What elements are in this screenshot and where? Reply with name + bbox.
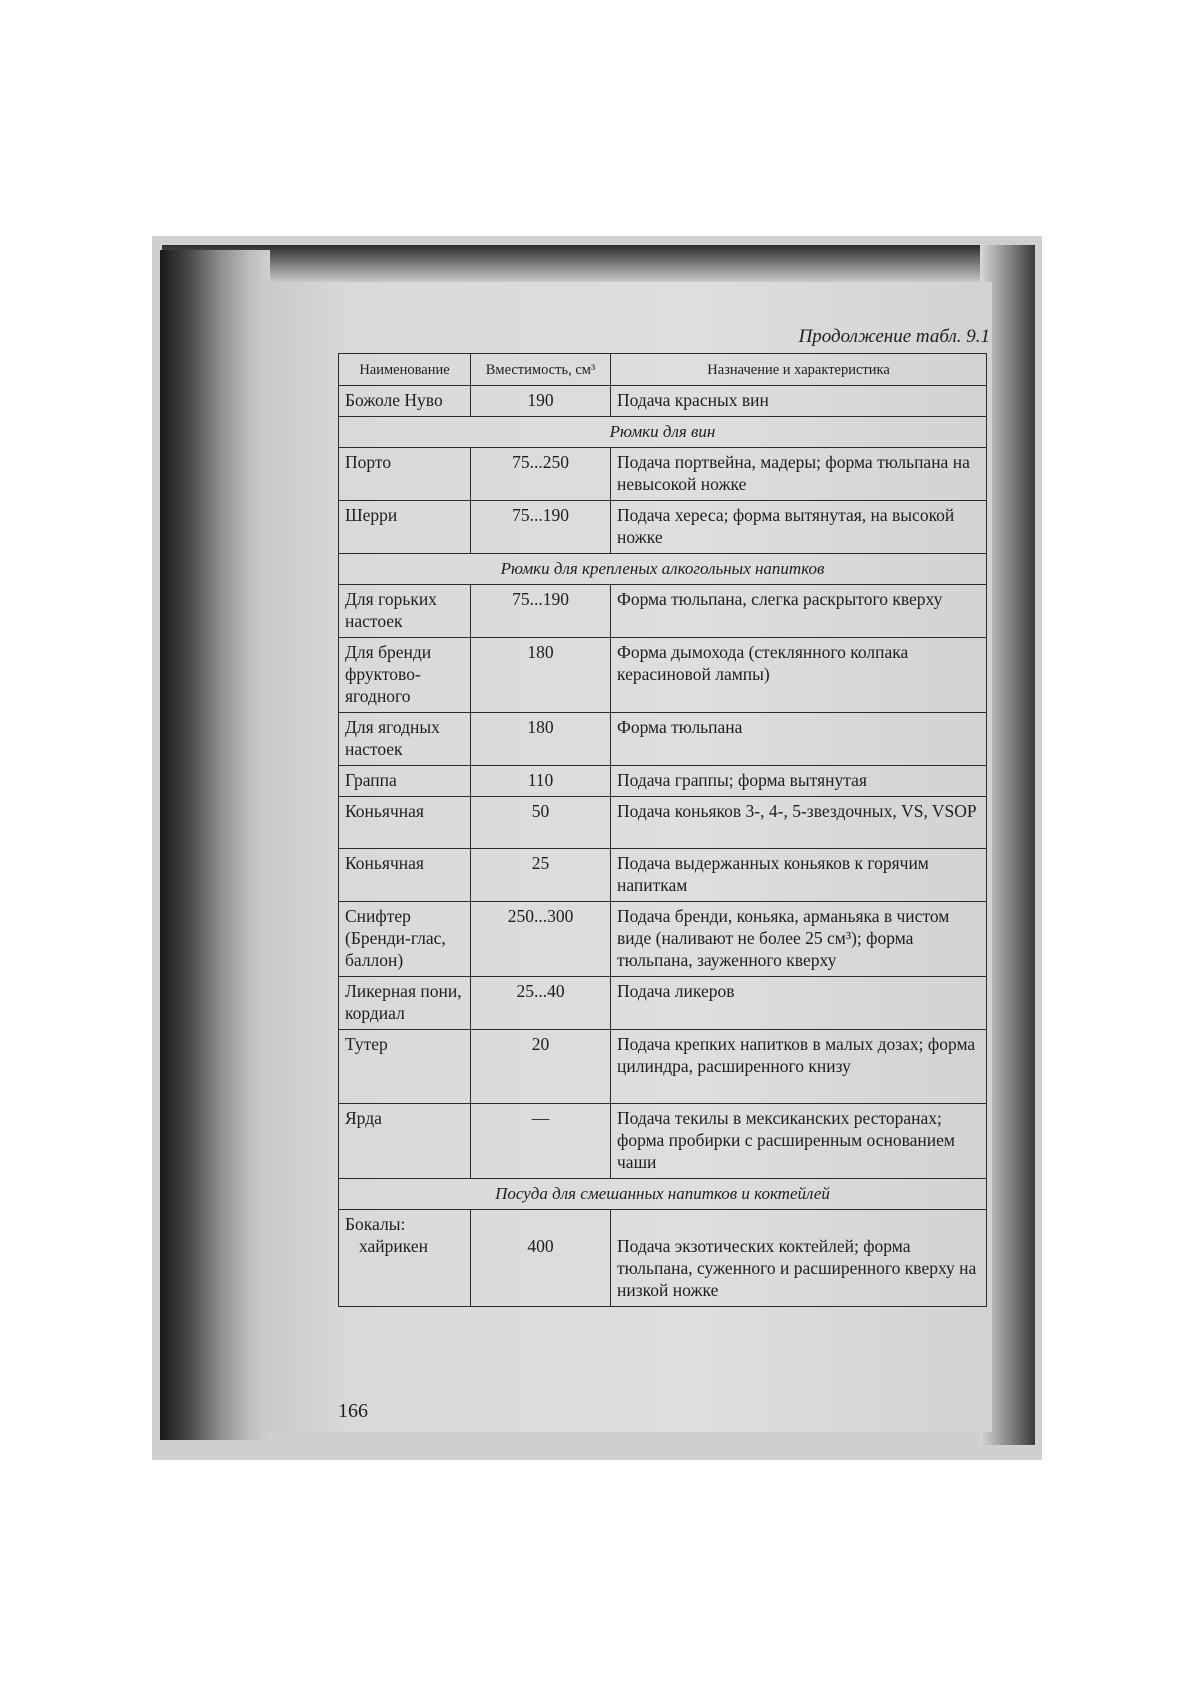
cell-name: Снифтер (Бренди-глас, баллон) — [339, 902, 471, 977]
cell-purpose: Подача красных вин — [611, 386, 987, 417]
table-row — [339, 1030, 987, 1104]
cell-capacity: 20 — [471, 1030, 611, 1104]
table-row — [339, 1210, 987, 1307]
cell-name: Коньячная — [339, 797, 471, 849]
cell-name: Ярда — [339, 1104, 471, 1179]
page-number: 166 — [338, 1400, 368, 1422]
cell-capacity: 75...190 — [471, 585, 611, 638]
cell-purpose: Подача бренди, коньяка, арманьяка в чистом виде (наливают не более 25 см³); форма тюльпана, зауженного кверху — [611, 902, 987, 977]
cell-purpose: Подача граппы; форма вытянутая — [611, 766, 987, 797]
cell-name: Для горьких настоек — [339, 585, 471, 638]
section-row — [339, 417, 987, 448]
table-row — [339, 849, 987, 902]
cell-capacity: 25...40 — [471, 977, 611, 1030]
section-title: Рюмки для крепленых алкогольных напитков — [339, 554, 987, 585]
cell-capacity: — — [471, 1104, 611, 1179]
cell-name-group: Бокалы: — [345, 1214, 406, 1234]
table-row — [339, 797, 987, 849]
cell-name: Коньячная — [339, 849, 471, 902]
cell-name-sub: хайрикен — [359, 1236, 428, 1256]
cell-capacity: 180 — [471, 713, 611, 766]
section-row — [339, 1179, 987, 1210]
table-row — [339, 713, 987, 766]
cell-name: Порто — [339, 448, 471, 501]
cell-purpose: Форма тюльпана — [611, 713, 987, 766]
cell-name: Ликерная пони, кордиал — [339, 977, 471, 1030]
cell-name: Для ягодных настоек — [339, 713, 471, 766]
table-row — [339, 638, 987, 713]
cell-name: Граппа — [339, 766, 471, 797]
table-row — [339, 386, 987, 417]
cell-capacity: 50 — [471, 797, 611, 849]
book-spine-shadow — [160, 250, 270, 1440]
table-row — [339, 501, 987, 554]
table-row — [339, 977, 987, 1030]
cell-purpose: Подача текилы в мексиканских ресторанах; форма пробирки с расширенным основанием чаши — [611, 1104, 987, 1179]
table-row — [339, 1104, 987, 1179]
table-header-row — [339, 354, 987, 386]
cell-capacity-value: 400 — [527, 1236, 554, 1256]
header-name: Наименование — [339, 354, 471, 386]
cell-name: Божоле Нуво — [339, 386, 471, 417]
cell-capacity: 75...250 — [471, 448, 611, 501]
header-purpose: Назначение и характеристика — [611, 354, 987, 386]
cell-purpose: Подача крепких напитков в малых дозах; форма цилиндра, расширенного книзу — [611, 1030, 987, 1104]
glassware-table — [338, 353, 987, 1307]
cell-purpose: Подача выдержанных коньяков к горячим напиткам — [611, 849, 987, 902]
cell-purpose: Подача хереса; форма вытянутая, на высокой ножке — [611, 501, 987, 554]
cell-purpose: Подача портвейна, мадеры; форма тюльпана на невысокой ножке — [611, 448, 987, 501]
table-row — [339, 448, 987, 501]
cell-purpose-text: Подача экзотических коктейлей; форма тюльпана, суженного и расширенного кверху на низкой ножке — [617, 1236, 977, 1300]
table-row — [339, 766, 987, 797]
scan-top-shadow — [162, 245, 1032, 285]
cell-capacity: 190 — [471, 386, 611, 417]
cell-purpose: Подача ликеров — [611, 977, 987, 1030]
cell-capacity — [471, 1210, 611, 1307]
cell-purpose: Форма тюльпана, слегка раскрытого кверху — [611, 585, 987, 638]
cell-purpose: Подача коньяков 3-, 4-, 5-звездочных, VS, VSOP — [611, 797, 987, 849]
cell-capacity: 25 — [471, 849, 611, 902]
cell-capacity: 250...300 — [471, 902, 611, 977]
header-capacity: Вместимость, см³ — [471, 354, 611, 386]
table-row — [339, 902, 987, 977]
cell-name: Шерри — [339, 501, 471, 554]
table-caption: Продолжение табл. 9.1 — [798, 326, 990, 347]
cell-name — [339, 1210, 471, 1307]
cell-name: Тутер — [339, 1030, 471, 1104]
cell-capacity: 180 — [471, 638, 611, 713]
cell-capacity: 75...190 — [471, 501, 611, 554]
section-title: Посуда для смешанных напитков и коктейлей — [339, 1179, 987, 1210]
table-row — [339, 585, 987, 638]
section-title: Рюмки для вин — [339, 417, 987, 448]
cell-name: Для бренди фруктово-ягодного — [339, 638, 471, 713]
cell-purpose: Форма дымохода (стеклянного колпака керасиновой лампы) — [611, 638, 987, 713]
section-row — [339, 554, 987, 585]
cell-purpose — [611, 1210, 987, 1307]
cell-capacity: 110 — [471, 766, 611, 797]
